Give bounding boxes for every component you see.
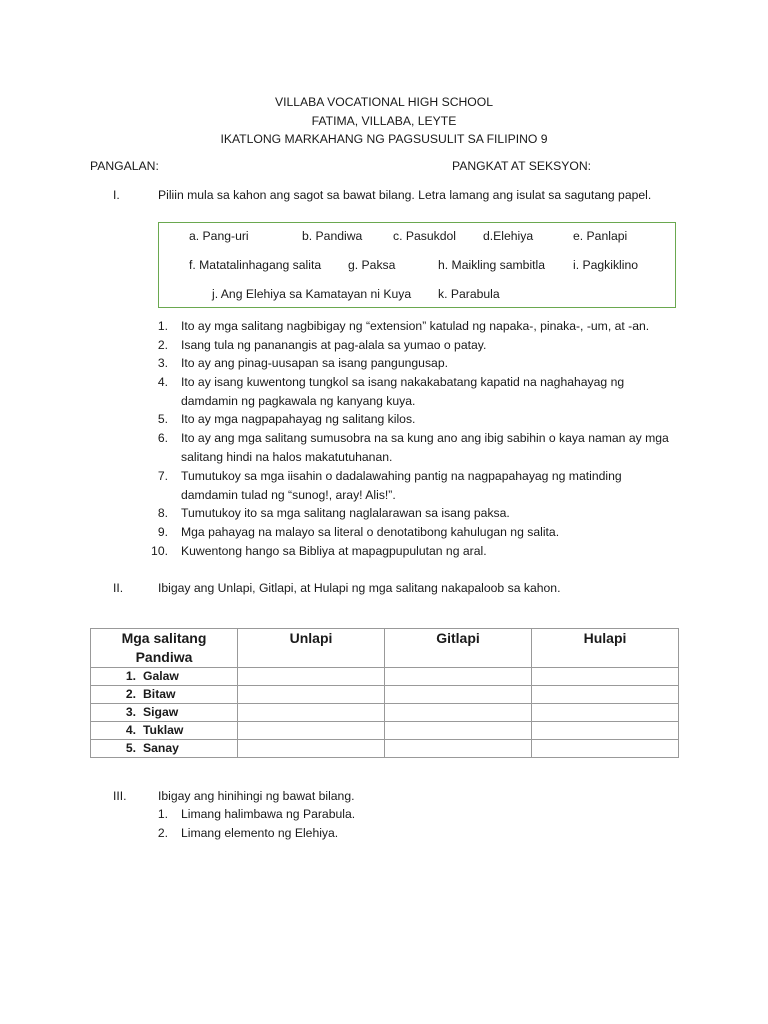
section-label: PANGKAT AT SEKSYON: (452, 159, 592, 173)
row-number: 4. (125, 723, 136, 737)
exam-title: IKATLONG MARKAHANG NG PAGSUSULIT SA FILIPINO 9 (220, 132, 548, 146)
unlapi-answer-cell[interactable] (238, 668, 385, 686)
question-text: Ito ay ang mga salitang sumusobra na sa kung ano ang ibig sabihin o kaya naman ay mga (181, 431, 669, 445)
unlapi-answer-cell[interactable] (238, 686, 385, 704)
choice-b: b. Pandiwa (302, 229, 363, 243)
row-word: Bitaw (143, 687, 176, 701)
school-name: VILLABA VOCATIONAL HIGH SCHOOL (274, 95, 494, 109)
gitlapi-answer-cell[interactable] (385, 686, 532, 704)
item-number: 8. (157, 506, 168, 520)
item-number: 1. (157, 807, 168, 821)
header-pandiwa-line1: Mga salitang (121, 630, 207, 646)
part1-instruction: Piliin mula sa kahon ang sagot sa bawat bilang. Letra lamang ang isulat sa sagutang papel. (158, 188, 652, 202)
choice-e: e. Panlapi (573, 229, 628, 243)
table-header-row (91, 629, 679, 668)
question-text: Limang elemento ng Elehiya. (181, 826, 339, 840)
choice-h: h. Maikling sambitla (438, 258, 546, 272)
table-row (91, 668, 679, 686)
gitlapi-answer-cell[interactable] (385, 668, 532, 686)
item-number: 6. (157, 431, 168, 445)
question-text-continued: damdamin ng pagkawala ng kanyang kuya. (181, 394, 416, 408)
question-text-continued: damdamin tulad ng “sunog!, aray! Alis!”. (181, 488, 396, 502)
question-text: Tumutukoy sa mga iisahin o dadalawahing pantig na nagpapahayag ng matinding (181, 469, 622, 483)
table-row (91, 704, 679, 722)
question-text: Ito ay mga salitang nagbibigay ng “extension” katulad ng napaka-, pinaka-, -um, at -an. (181, 319, 650, 333)
question-text-continued: salitang hindi na halos makatutuhanan. (181, 450, 393, 464)
item-number: 5. (157, 412, 168, 426)
hulapi-answer-cell[interactable] (532, 740, 679, 758)
header-hulapi: Hulapi (532, 629, 679, 668)
row-number: 5. (125, 741, 136, 755)
hulapi-answer-cell[interactable] (532, 722, 679, 740)
row-word: Sanay (143, 741, 179, 755)
question-text: Tumutukoy ito sa mga salitang naglalarawan sa isang paksa. (181, 506, 510, 520)
item-number: 3. (157, 356, 168, 370)
header-pandiwa (91, 629, 238, 668)
item-number: 1. (157, 319, 168, 333)
row-word: Galaw (143, 669, 179, 683)
item-number: 2. (157, 826, 168, 840)
word-cell (91, 668, 238, 686)
choice-i: i. Pagkiklino (573, 258, 639, 272)
item-number: 9. (157, 525, 168, 539)
question-text: Kuwentong hango sa Bibliya at mapagpupulutan ng aral. (181, 544, 487, 558)
part1-numeral: I. (113, 188, 120, 202)
name-label: PANGALAN: (90, 159, 159, 173)
part2-instruction: Ibigay ang Unlapi, Gitlapi, at Hulapi ng mga salitang nakapaloob sa kahon. (158, 581, 561, 595)
hulapi-answer-cell[interactable] (532, 668, 679, 686)
hulapi-answer-cell[interactable] (532, 686, 679, 704)
row-number: 3. (125, 705, 136, 719)
row-number: 2. (125, 687, 136, 701)
row-word: Sigaw (143, 705, 179, 719)
school-address: FATIMA, VILLABA, LEYTE (311, 114, 457, 128)
gitlapi-answer-cell[interactable] (385, 740, 532, 758)
question-text: Isang tula ng pananangis at pag-alala sa yumao o patay. (181, 338, 487, 352)
row-number: 1. (125, 669, 136, 683)
header-unlapi: Unlapi (238, 629, 385, 668)
unlapi-answer-cell[interactable] (238, 704, 385, 722)
table-row (91, 740, 679, 758)
word-cell (91, 722, 238, 740)
choice-f: f. Matatalinhagang salita (189, 258, 322, 272)
header-pandiwa-line2: Pandiwa (135, 649, 193, 665)
choice-d: d.Elehiya (483, 229, 534, 243)
choice-k: k. Parabula (438, 287, 500, 301)
item-number: 10. (151, 544, 168, 558)
table-row (91, 686, 679, 704)
part3-instruction: Ibigay ang hinihingi ng bawat bilang. (158, 789, 355, 803)
word-cell (91, 740, 238, 758)
choice-j: j. Ang Elehiya sa Kamatayan ni Kuya (212, 287, 412, 301)
unlapi-answer-cell[interactable] (238, 740, 385, 758)
row-word: Tuklaw (143, 723, 184, 737)
item-number: 4. (157, 375, 168, 389)
item-number: 7. (157, 469, 168, 483)
question-text: Mga pahayag na malayo sa literal o denotatibong kahulugan ng salita. (181, 525, 560, 539)
word-cell (91, 704, 238, 722)
part3-numeral: III. (113, 789, 127, 803)
question-text: Ito ay ang pinag-uusapan sa isang pangungusap. (181, 356, 448, 370)
gitlapi-answer-cell[interactable] (385, 704, 532, 722)
choice-c: c. Pasukdol (393, 229, 457, 243)
part2-numeral: II. (113, 581, 124, 595)
item-number: 2. (157, 338, 168, 352)
table-row (91, 722, 679, 740)
choice-g: g. Paksa (348, 258, 396, 272)
hulapi-answer-cell[interactable] (532, 704, 679, 722)
choice-a: a. Pang-uri (189, 229, 249, 243)
affix-table (90, 628, 679, 758)
question-text: Limang halimbawa ng Parabula. (181, 807, 356, 821)
question-text: Ito ay isang kuwentong tungkol sa isang nakakabatang kapatid na naghahayag ng (181, 375, 625, 389)
gitlapi-answer-cell[interactable] (385, 722, 532, 740)
unlapi-answer-cell[interactable] (238, 722, 385, 740)
question-text: Ito ay mga nagpapahayag ng salitang kilos. (181, 412, 416, 426)
header-gitlapi: Gitlapi (385, 629, 532, 668)
word-cell (91, 686, 238, 704)
